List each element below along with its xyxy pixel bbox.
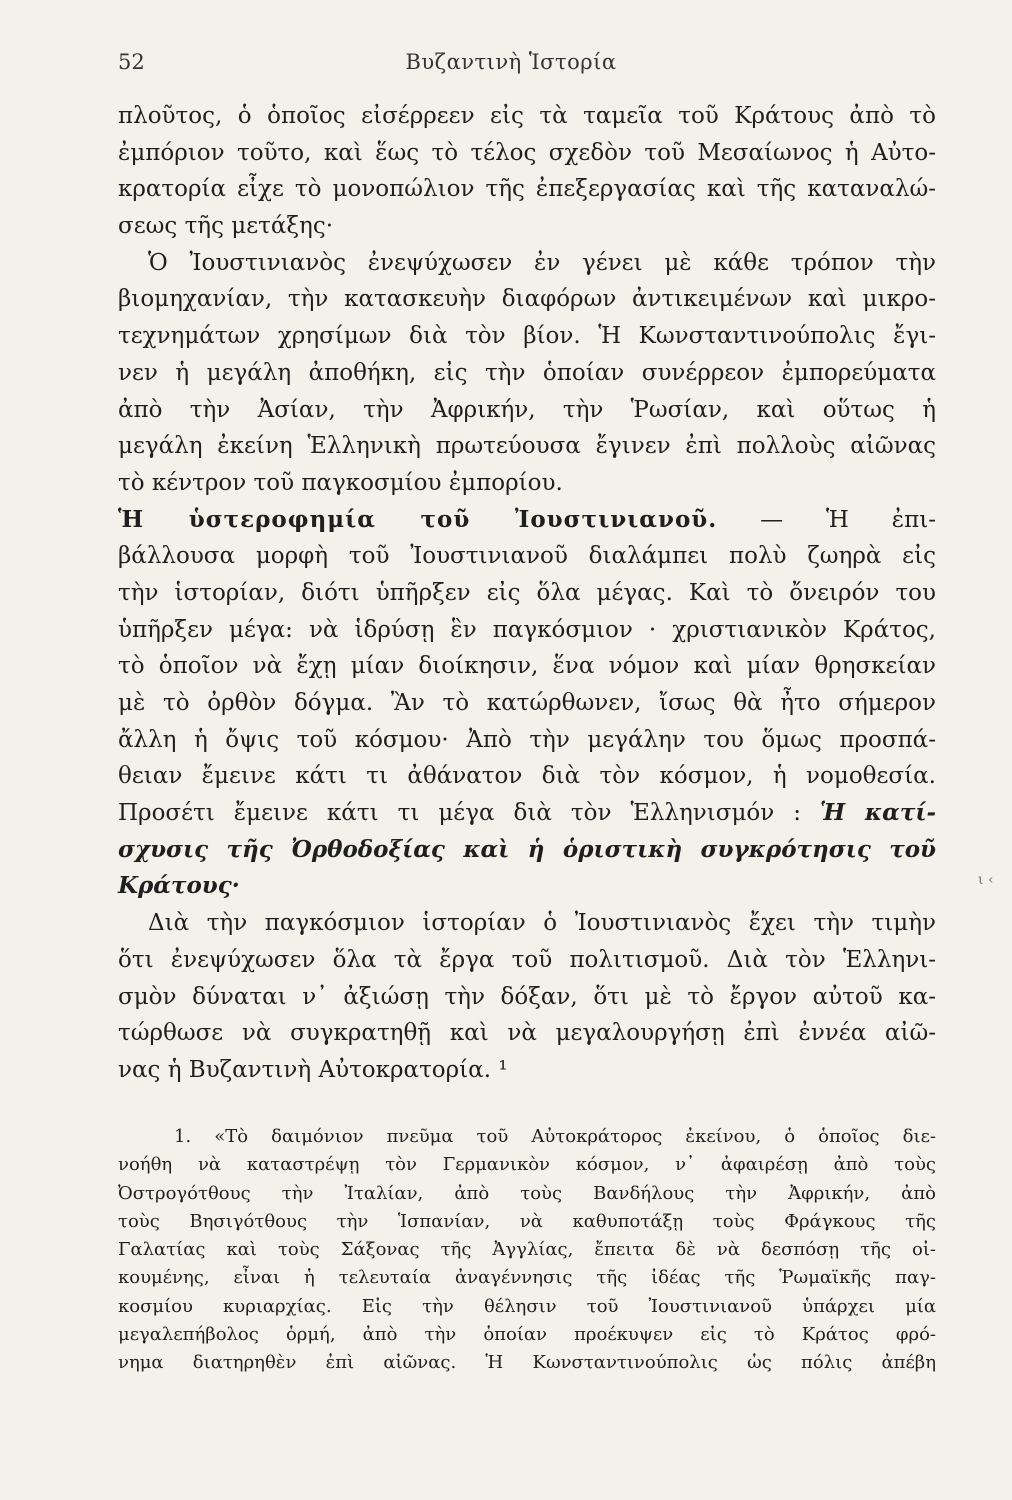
footnote-line: μεγαλεπήβολος ὁρμή, ἀπὸ τὴν ὁποίαν προέκυψεν εἰς τὸ Κράτος φρό- [118,1324,936,1346]
text-line: σμὸν δύναται ν᾽ ἀξιώσῃ τὴν δόξαν, ὅτι μὲ τὸ ἔργον αὐτοῦ κα- [118,983,936,1010]
text-line: ὅτι ἐνεψύχωσεν ὅλα τὰ ἔργα τοῦ πολιτισμοῦ. Διὰ τὸν Ἑλληνι- [118,946,936,973]
text-line: τώρθωσε νὰ συγκρατηθῇ καὶ νὰ μεγαλουργήσῃ ἐπὶ ἐννέα αἰῶ- [118,1020,936,1047]
text-line: πλοῦτος, ὁ ὁποῖος εἰσέρρεεν εἰς τὰ ταμεῖα τοῦ Κράτους ἀπὸ τὸ [118,103,936,129]
text-line: κρατορία εἶχε τὸ μονοπώλιον τῆς ἐπεξεργασίας καὶ τῆς καταναλώ- [118,176,936,203]
text-line: Διὰ τὴν παγκόσμιον ἱστορίαν ὁ Ἰουστινιανὸς ἔχει τὴν τιμὴν [148,910,936,937]
footnote-line: Ὀστρογότθους τὴν Ἰταλίαν, ἀπὸ τοὺς Βανδήλους τὴν Ἀφρικήν, ἀπὸ [118,1182,936,1204]
text-fragment: Προσέτι ἔμεινε κάτι τι μέγα διὰ τὸν Ἑλληνισμόν : [118,800,802,827]
footnote-line: Γαλατίας καὶ τοὺς Σάξονας τῆς Ἀγγλίας, ἔπειτα δὲ νὰ δεσπόσῃ τῆς οἰ- [118,1239,936,1261]
text-line: ἄλλη ἡ ὄψις τοῦ κόσμου· Ἀπὸ τὴν μεγάλην του ὅμως προσπά- [118,726,936,753]
paragraph-start [118,245,936,282]
emphasis-text: Ἡ κατί- [820,799,936,827]
text-line: τὸ κέντρον τοῦ παγκοσμίου ἐμπορίου. [118,469,563,496]
text-line: Ὁ Ἰουστινιανὸς ἐνεψύχωσεν ἐν γένει μὲ κάθε τρόπον τὴν [148,249,936,276]
text-line: τὸ ὁποῖον νὰ ἔχῃ μίαν διοίκησιν, ἕνα νόμον καὶ μίαν θρησκείαν [118,653,936,680]
text-line: ὑπῆρξεν μέγα: νὰ ἱδρύσῃ ἓν παγκόσμιον · χριστιανικὸν Κράτος, [118,616,936,643]
text-line: ἐμπόριον τοῦτο, καὶ ἕως τὸ τέλος σχεδὸν τοῦ Μεσαίωνος ἡ Αὐτο- [118,139,936,166]
text-line: ἀπὸ τὴν Ἀσίαν, τὴν Ἀφρικήν, τὴν Ῥωσίαν, καὶ οὕτως ἡ [118,396,936,423]
emphasis-line: σχυσις τῆς Ὀρθοδοξίας καὶ ἡ ὁριστικὴ συγκρότησις τοῦ [118,835,936,863]
footnote-line: κοσμίου κυριαρχίας. Εἰς τὴν θέλησιν τοῦ Ἰουστινιανοῦ ὑπάρχει μία [118,1295,936,1317]
text-line: μὲ τὸ ὀρθὸν δόγμα. Ἂν τὸ κατώρθωνεν, ἴσως θὰ ἦτο σήμερον [118,690,936,716]
footnote-line: 1. «Τὸ δαιμόνιον πνεῦμα τοῦ Αὐτοκράτορος ἐκείνου, ὁ ὁποῖος διε- [174,1126,936,1147]
text-line: μεγάλη ἐκείνη Ἑλληνικὴ πρωτεύουσα ἔγινεν ἐπὶ πολλοὺς αἰῶνας [118,433,936,460]
text-line: τεχνημάτων χρησίμων διὰ τὸν βίον. Ἡ Κωνσταντινούπολις ἔγι- [118,323,936,350]
section-heading-continuation: — Ἡ ἐπι- [760,506,936,533]
footnote-line: τοὺς Βησιγότθους τὴν Ἱσπανίαν, νὰ καθυποτάξῃ τοὺς Φράγκους τῆς [118,1210,936,1232]
page-number: 52 [118,50,145,74]
text-line: βάλλουσα μορφὴ τοῦ Ἰουστινιανοῦ διαλάμπει πολὺ ζωηρὰ εἰς [118,543,936,570]
page-header [118,50,904,80]
paragraph-start [118,905,936,942]
text-line: θειαν ἔμεινε κάτι τι ἀθάνατον διὰ τὸν κόσμον, ἡ νομοθεσία. [118,763,936,790]
text-line: σεως τῆς μετάξης· [118,213,334,240]
margin-mark: ι ‹ [978,872,994,888]
text-line: βιομηχανίαν, τὴν κατασκευὴν διαφόρων ἀντικειμένων καὶ μικρο- [118,286,936,313]
footnote-line: νοήθη νὰ καταστρέψῃ τὸν Γερμανικὸν κόσμον, ν᾽ ἀφαιρέσῃ ἀπὸ τοὺς [118,1154,936,1176]
section-heading-line [118,502,936,539]
text-line: νας ἡ Βυζαντινὴ Αὐτοκρατορία. ¹ [118,1056,508,1083]
section-heading: Ἡ ὑστεροφημία τοῦ Ἰουστινιανοῦ. [118,505,718,533]
main-text [118,98,936,1089]
footnote-line: κουμένης, εἶναι ἡ τελευταία ἀναγέννησις τῆς ἰδέας τῆς Ῥωμαϊκῆς παγ- [118,1267,936,1289]
text-line: νεν ἡ μεγάλη ἀποθήκη, εἰς τὴν ὁποίαν συνέρρεον ἐμπορεύματα [118,359,936,386]
emphasis-line: Κράτους· [118,872,240,900]
hellenism-line [118,795,936,832]
footnote-line: νημα διατηρηθὲν ἐπὶ αἰῶνας. Ἡ Κωνσταντινούπολις ὡς πόλις ἀπέβη [118,1352,936,1374]
text-line: τὴν ἱστορίαν, διότι ὑπῆρξεν εἰς ὅλα μέγας. Καὶ τὸ ὄνειρόν του [118,579,936,606]
footnotes [118,1123,936,1378]
running-title: Βυζαντινὴ Ἱστορία [405,50,617,74]
